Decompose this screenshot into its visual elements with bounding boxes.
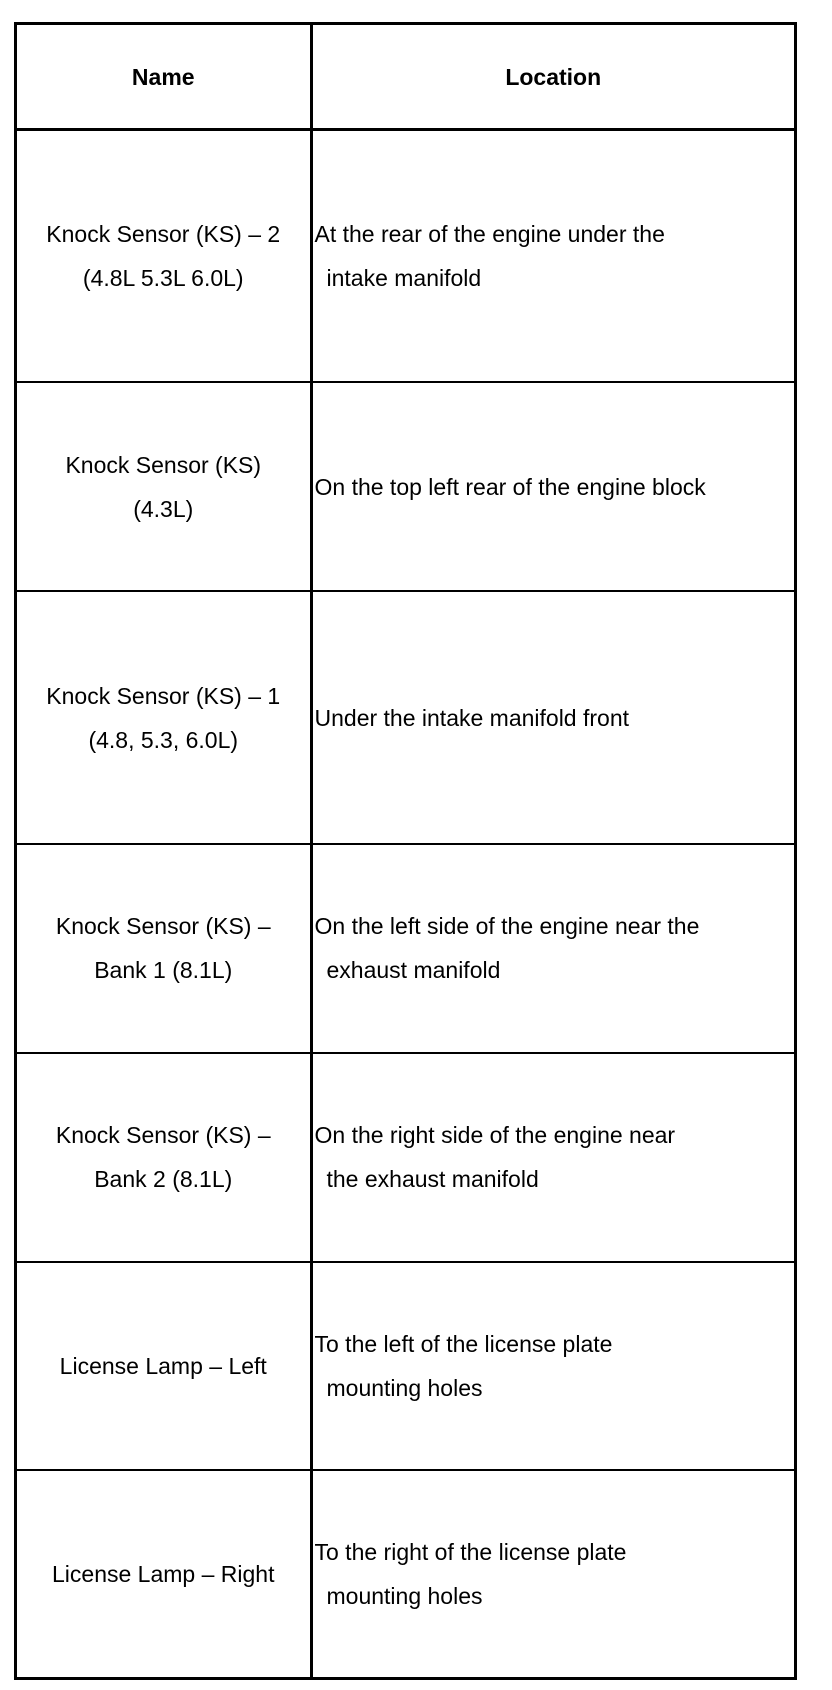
location-line: the exhaust manifold [326, 1166, 539, 1193]
name-cell [17, 1262, 311, 1470]
name-line: Bank 2 (8.1L) [94, 1166, 233, 1193]
name-cell [17, 1053, 311, 1262]
location-line: At the rear of the engine under the [314, 221, 665, 248]
location-line: On the left side of the engine near the [314, 913, 700, 940]
location-line: Under the intake manifold front [314, 704, 630, 731]
location-line: mounting holes [326, 1582, 483, 1609]
table-header-row [17, 25, 794, 130]
name-line: Knock Sensor (KS) – [55, 913, 271, 940]
location-cell [311, 844, 794, 1053]
name-line: Knock Sensor (KS) – 1 [46, 682, 281, 709]
location-cell [311, 130, 794, 383]
name-line: Knock Sensor (KS) – [55, 1122, 271, 1149]
location-line: On the right side of the engine near [314, 1122, 676, 1149]
name-line: (4.3L) [133, 495, 194, 522]
name-line: License Lamp – Left [59, 1352, 267, 1379]
location-cell [311, 1470, 794, 1677]
table-row [17, 1262, 794, 1470]
table-row [17, 1470, 794, 1677]
name-line: (4.8, 5.3, 6.0L) [88, 726, 239, 753]
location-line: To the right of the license plate [314, 1538, 627, 1565]
name-cell [17, 1470, 311, 1677]
location-line: To the left of the license plate [314, 1330, 613, 1357]
name-cell [17, 130, 311, 383]
name-cell [17, 591, 311, 843]
name-cell [17, 382, 311, 591]
table-row [17, 382, 794, 591]
location-line: On the top left rear of the engine block [314, 473, 706, 500]
table-row [17, 844, 794, 1053]
column-header-location: Location [311, 25, 794, 130]
location-cell [311, 382, 794, 591]
location-cell [311, 1262, 794, 1470]
table-row [17, 1053, 794, 1262]
location-line: mounting holes [326, 1374, 483, 1401]
location-line: exhaust manifold [326, 957, 501, 984]
location-line: intake manifold [326, 265, 482, 292]
column-header-name: Name [17, 25, 311, 130]
table-row [17, 591, 794, 843]
location-cell [311, 591, 794, 843]
table-row [17, 130, 794, 383]
name-cell [17, 844, 311, 1053]
component-location-table [14, 22, 797, 1680]
table [17, 25, 794, 1677]
name-line: (4.8L 5.3L 6.0L) [82, 265, 244, 292]
name-line: Bank 1 (8.1L) [94, 957, 233, 984]
name-line: Knock Sensor (KS) [65, 451, 262, 478]
name-line: Knock Sensor (KS) – 2 [46, 221, 281, 248]
name-line: License Lamp – Right [52, 1560, 275, 1587]
location-cell [311, 1053, 794, 1262]
